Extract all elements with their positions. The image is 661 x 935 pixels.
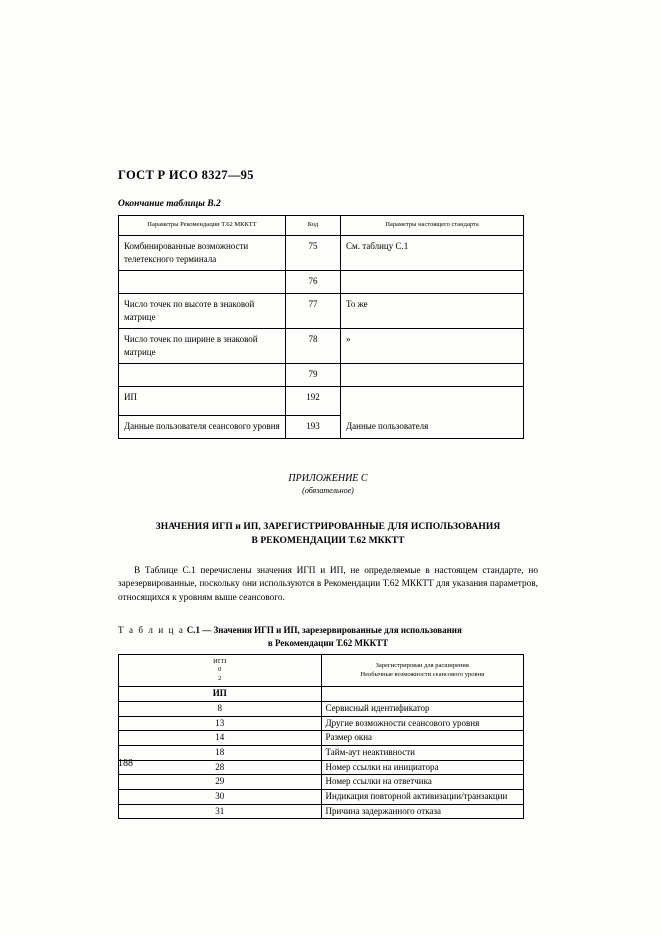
cell-desc: Тайм-аут неактивности xyxy=(321,745,524,760)
cell-code: 18 xyxy=(119,745,322,760)
appendix-subtitle: (обязательное) xyxy=(302,486,354,496)
table-caption-number: С.1 — xyxy=(186,624,212,635)
table-b2 xyxy=(118,215,524,439)
cell-std: Данные пользователя xyxy=(341,416,524,439)
table-c1-head xyxy=(119,654,524,686)
col-header-param-std: Параметры настоящего стандарта xyxy=(341,216,524,236)
page-content xyxy=(118,168,538,819)
table-row xyxy=(119,701,524,716)
cell-code: 79 xyxy=(286,364,341,387)
page-number: 188 xyxy=(118,758,133,769)
table-row xyxy=(119,745,524,760)
table-continuation-label: Окончание таблицы В.2 xyxy=(118,199,221,209)
cell-std xyxy=(341,270,524,293)
cell-code: 76 xyxy=(286,270,341,293)
cell-param: Данные пользователя сеансового уровня xyxy=(119,416,286,439)
cell-code: 77 xyxy=(286,293,341,328)
table-row-section xyxy=(119,687,524,702)
table-row xyxy=(119,364,524,387)
table-row xyxy=(119,293,524,328)
appendix-heading-line1: ЗНАЧЕНИЯ ИГП и ИП, ЗАРЕГИСТРИРОВАННЫЕ ДЛЯ ИСПОЛЬЗОВАНИЯ xyxy=(155,522,501,533)
cell-param: ИП xyxy=(119,387,286,416)
cell-param xyxy=(119,270,286,293)
cell-std: То же xyxy=(341,293,524,328)
cell-param xyxy=(119,364,286,387)
cell-desc: Размер окна xyxy=(321,731,524,746)
table-b2-body xyxy=(119,235,524,438)
cell-code: 31 xyxy=(119,804,322,819)
table-b2-head xyxy=(119,216,524,236)
cell-desc: Другие возможности сеансового уровня xyxy=(321,716,524,731)
cell-code: 29 xyxy=(119,775,322,790)
table-row xyxy=(119,790,524,805)
table-row xyxy=(119,416,524,439)
table-row xyxy=(119,328,524,363)
col-header-registered-line1: Зарегистрирован для расширения xyxy=(375,662,469,670)
table-c1-body xyxy=(119,687,524,819)
col-header-registered xyxy=(321,654,524,686)
table-caption-text: Значения ИГП и ИП, зарезервированные для использования xyxy=(213,624,462,635)
col-header-param-t62: Параметры Рекомендации Т.62 МККТТ xyxy=(119,216,286,236)
cell-desc: Номер ссылки на ответчика xyxy=(321,775,524,790)
table-c1-caption xyxy=(118,624,538,650)
cell-code: 14 xyxy=(119,731,322,746)
cell-code: 78 xyxy=(286,328,341,363)
table-c1 xyxy=(118,654,524,820)
cell-desc: Причина задержанного отказа xyxy=(321,804,524,819)
appendix-title: ПРИЛОЖЕНИЕ С xyxy=(288,473,368,485)
cell-desc: Сервисный идентификатор xyxy=(321,701,524,716)
table-row xyxy=(119,804,524,819)
table-row xyxy=(119,760,524,775)
table-row xyxy=(119,387,524,416)
cell-std xyxy=(341,387,524,416)
cell-std: » xyxy=(341,328,524,363)
col-header-code: Код xyxy=(286,216,341,236)
table-row xyxy=(119,775,524,790)
cell-code: 75 xyxy=(286,235,341,270)
cell-section-empty xyxy=(321,687,524,702)
cell-code: 193 xyxy=(286,416,341,439)
appendix-heading xyxy=(118,521,538,549)
igp-label: ИГП xyxy=(213,657,227,665)
table-caption-line2: в Рекомендации Т.62 МККТТ xyxy=(267,637,389,648)
cell-desc: Номер ссылки на инициатора xyxy=(321,760,524,775)
cell-std xyxy=(341,364,524,387)
table-row xyxy=(119,654,524,686)
table-row xyxy=(119,216,524,236)
cell-code: 13 xyxy=(119,716,322,731)
table-row xyxy=(119,235,524,270)
cell-code: 192 xyxy=(286,387,341,416)
cell-code: 30 xyxy=(119,790,322,805)
col-header-igp xyxy=(119,654,322,686)
igp-value-2: 2 xyxy=(218,674,222,682)
appendix-heading-line2: В РЕКОМЕНДАЦИИ Т.62 МККТТ xyxy=(251,535,405,546)
cell-param: Число точек по ширине в знаковой матрице xyxy=(119,328,286,363)
appendix-paragraph: В Таблице С.1 перечислены значения ИГП и ИП, не определяемые в настоящем стандарте, но зарезервированные, поскольку они используются в Рекомендации Т.62 МККТТ для указания параметров, относящихся к уровням выше сеансового. xyxy=(118,565,538,604)
standard-header: ГОСТ Р ИСО 8327—95 xyxy=(118,168,254,182)
cell-desc: Индикация повторной активизации/транзакции xyxy=(321,790,524,805)
table-row xyxy=(119,716,524,731)
igp-value-0: 0 xyxy=(218,666,222,674)
cell-code: 8 xyxy=(119,701,322,716)
cell-param: Число точек по высоте в знаковой матрице xyxy=(119,293,286,328)
cell-code: 28 xyxy=(119,760,322,775)
table-caption-prefix: Т а б л и ц а xyxy=(118,624,185,635)
table-row xyxy=(119,731,524,746)
cell-param: Комбинированные возможности телетексного терминала xyxy=(119,235,286,270)
cell-section-label: ИП xyxy=(119,687,322,702)
col-header-registered-line2: Необычные возможности сеансового уровня xyxy=(360,670,485,678)
cell-std: См. таблицу С.1 xyxy=(341,235,524,270)
table-row xyxy=(119,270,524,293)
